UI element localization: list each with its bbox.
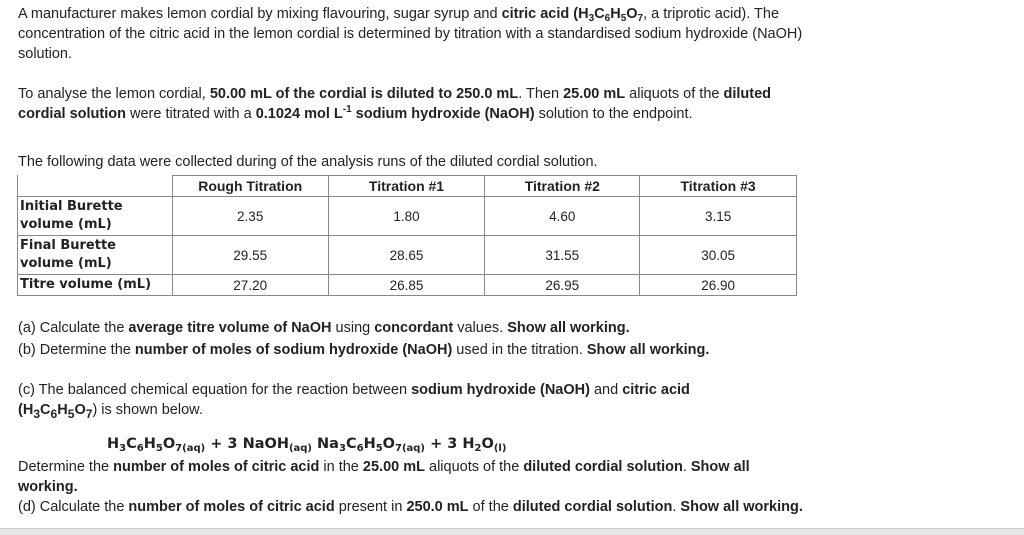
table-header-row [18, 176, 797, 197]
balanced-equation: $H_3C_6H_5O_{7(aq)} + 3$ NaOH$_{(aq)}$ $Na_3C_6H_5O_{7(aq)} + 3$ $H_2O_{(l)}$ [107, 436, 507, 454]
col-header-titration-2: Titration #2 [485, 176, 640, 197]
question-c-part-2: Determine the number of moles of citric acid in the 25.00 mL aliquots of the diluted cordial solution. Show all working. [18, 459, 750, 495]
table-cell: 28.65 [328, 236, 485, 275]
table-cell: 31.55 [485, 236, 640, 275]
table-cell: 26.95 [485, 275, 640, 296]
table-cell: 27.20 [172, 275, 328, 296]
row-label-initial: Initial Burette volume (mL) [18, 197, 173, 236]
question-d: (d) Calculate the number of moles of citric acid present in 250.0 mL of the diluted cordial solution. Show all working. [18, 499, 803, 515]
table-cell: 1.80 [328, 197, 485, 236]
question-a: (a) Calculate the average titre volume of NaOH using concordant values. Show all working. [18, 320, 630, 336]
intro-paragraph-2: To analyse the lemon cordial, 50.00 mL of the cordial is diluted to 250.0 mL. Then 25.00 mL aliquots of the diluted cordial solution were titrated with a 0.1024 mol $L^{-1}$ sodium hydroxide (NaOH) solution to the endpoint. [18, 86, 772, 122]
table-row [18, 197, 797, 236]
col-header-rough: Rough Titration [172, 176, 328, 197]
table-corner-cell [18, 176, 173, 197]
table-cell: 26.90 [640, 275, 797, 296]
question-c: (c) The balanced chemical equation for the reaction between sodium hydroxide (NaOH) and citric acid $(H_3C_6H_5O_7)$ is shown below. [18, 382, 690, 421]
titration-data-table [17, 175, 797, 296]
row-label-titre: Titre volume (mL) [18, 275, 173, 296]
row-label-final: Final Burette volume (mL) [18, 236, 173, 275]
table-row [18, 236, 797, 275]
table-cell: 29.55 [172, 236, 328, 275]
table-cell: 26.85 [328, 275, 485, 296]
table-cell: 2.35 [172, 197, 328, 236]
col-header-titration-3: Titration #3 [640, 176, 797, 197]
intro-paragraph-1: A manufacturer makes lemon cordial by mixing flavouring, sugar syrup and citric acid ($H_3C_6H_5O_7$, a triprotic acid). The concentration of the citric acid in the lemon cordial is determined by titration with a standardised sodium hydroxide (NaOH) solution. [18, 6, 803, 62]
table-cell: 3.15 [640, 197, 797, 236]
table-cell: 30.05 [640, 236, 797, 275]
table-cell: 4.60 [485, 197, 640, 236]
table-intro: The following data were collected during of the analysis runs of the diluted cordial solution. [18, 154, 598, 170]
col-header-titration-1: Titration #1 [328, 176, 485, 197]
table-row [18, 275, 797, 296]
question-b: (b) Determine the number of moles of sodium hydroxide (NaOH) used in the titration. Show all working. [18, 342, 710, 358]
